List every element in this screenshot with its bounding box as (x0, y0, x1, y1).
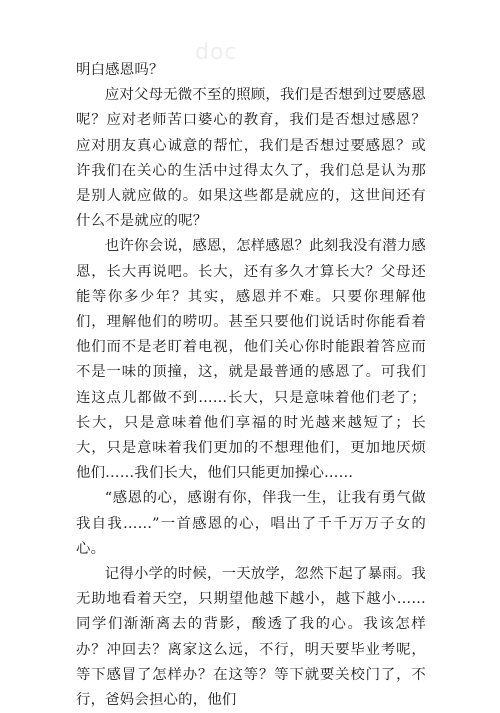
paragraph-continuation: 明白感恩吗？ (76, 62, 164, 78)
paragraph: 应对父母无微不至的照顾，我们是否想到过要感恩呢？应对老师苦口婆心的教育，我们是否想过感恩？应对朋友真心诚意的帮忙，我们是否想过要感恩？或许我们在关心的生活中过得太久了，我们总是认为那是别人就应做的。如果这些都是就应的，这世间还有什么不是就应的呢？ (76, 87, 426, 230)
paragraph: 记得小学的时候，一天放学，忽然下起了暴雨。我无助地看着天空，只期望他越下越小，越下越小……同学们渐渐离去的背影，酸透了我的心。我该怎样办？冲回去？离家这么远，不行，明天要毕业考呢，等下感冒了怎样办？在这等？等下就要关校门了，不行，爸妈会担心的，他们 (76, 566, 426, 709)
essay-body (76, 58, 426, 713)
paragraph-quote: “感恩的心，感谢有你，伴我一生，让我有勇气做我自我……”一首感恩的心，唱出了千千万万子女的心。 (76, 490, 426, 557)
watermark: doc (195, 40, 238, 65)
paragraph: 也许你会说，感恩，怎样感恩？此刻我没有潜力感恩，长大再说吧。长大，还有多久才算长大？父母还能等你多少年？其实，感恩并不难。只要你理解他们，理解他们的唠叨。甚至只要他们说话时你能看着他们而不是老盯着电视，他们关心你时能跟着答应而不是一味的顶撞，这，就是最普通的感恩了。可我们连这点儿都做不到……长大，只是意味着他们老了；长大，只是意味着他们享福的时光越来越短了；长大，只是意味着我们更加的不想理他们，更加地厌烦他们……我们长大，他们只能更加操心…… (76, 238, 426, 482)
